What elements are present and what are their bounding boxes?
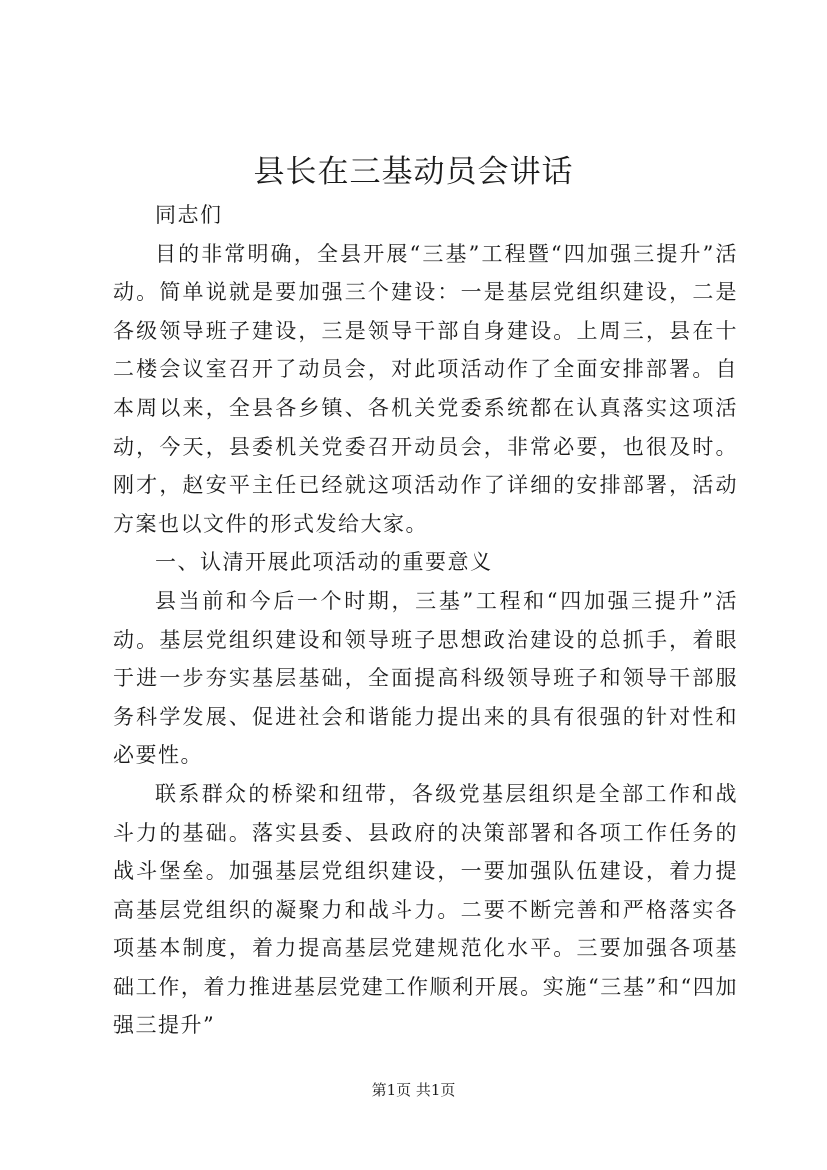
section-heading: 一、认清开展此项活动的重要意义 — [155, 550, 493, 575]
document-body — [113, 196, 738, 1045]
page-number-footer: 第1页 共1页 — [371, 1081, 456, 1099]
document-title: 县长在三基动员会讲话 — [253, 154, 574, 190]
grassroots-paragraph: 联系群众的桥梁和纽带，各级党基层组织是全部工作和战斗力的基础。落实县委、县政府的决策部署和各项工作任务的战斗堡垒。加强基层党组织建设，一要加强队伍建设，着力提高基层党组织的凝聚力和战斗力。二要不断完善和严格落实各项基本制度，着力提高基层党建规范化水平。三要加强各项基础工作，着力推进基层党建工作顺利开展。实施“三基”和“四加强三提升” — [113, 781, 738, 1038]
salutation-paragraph: 同志们 — [155, 203, 223, 227]
significance-paragraph: 县当前和今后一个时期，三基”工程和“四加强三提升”活动。基层党组织建设和领导班子思想政治建设的总抓手，着眼于进一步夯实基层基础，全面提高科级领导班子和领导干部服务科学发展、促进社会和谐能力提出来的具有很强的针对性和必要性。 — [113, 588, 738, 768]
intro-paragraph: 目的非常明确，全县开展“三基”工程暨“四加强三提升”活动。简单说就是要加强三个建设：一是基层党组织建设，二是各级领导班子建设，三是领导干部自身建设。上周三，县在十二楼会议室召开了动员会，对此项活动作了全面安排部署。自本周以来，全县各乡镇、各机关党委系统都在认真落实这项活动，今天，县委机关党委召开动员会，非常必要，也很及时。刚才，赵安平主任已经就这项活动作了详细的安排部署，活动方案也以文件的形式发给大家。 — [113, 241, 738, 536]
